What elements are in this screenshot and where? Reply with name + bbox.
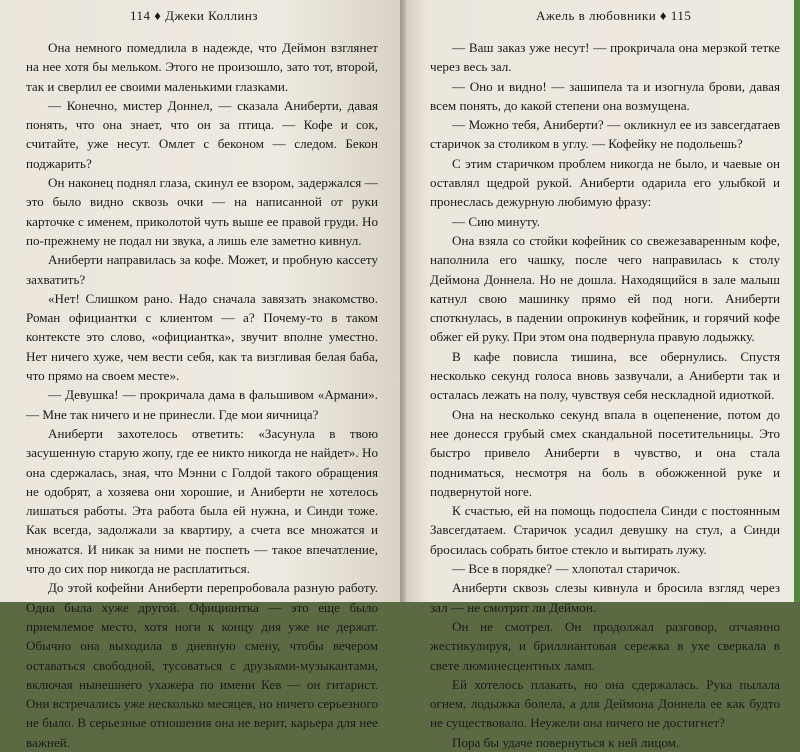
- right-paragraph: Аниберти сквозь слезы кивнула и бросила взгляд через зал — не смотрит ли Деймон.: [430, 580, 780, 615]
- background-edge: [794, 0, 800, 602]
- left-paragraph: — Конечно, мистер Доннел, — сказала Аниберти, давая понять, что она знает, что он за птица. — Кофе и сок, считайте, уже несут. Омлет с беконом — следом. Бекон поджарить?: [26, 97, 378, 171]
- right-paragraph: Пора бы удаче повернуться к ней лицом.: [452, 734, 680, 750]
- left-paragraph: — Девушка! — прокричала дама в фальшивом «Армани». — Мне так ничего и не принесли. Где мои яичница?: [26, 387, 378, 422]
- right-paragraph: — Все в порядке? — хлопотал старичок.: [452, 561, 681, 577]
- right-paragraph: Он не смотрел. Он продолжал разговор, отчаянно жестикулируя, и бриллиантовая сережка в ухе сверкала в свете люминесцентных ламп.: [430, 618, 780, 673]
- right-page-text: [430, 38, 780, 752]
- right-paragraph: Она на несколько секунд впала в оцепенение, потом до нее донесся грубый смех скандальной посетительницы. Это быстро привело Аниберти в чувство, и она стала подниматься, несмотря на боль в обожженной руке и подвернутой ноге.: [430, 406, 780, 499]
- right-paragraph: Ей хотелось плакать, но она сдержалась. Рука пылала огнем, лодыжка болела, а для Деймона Доннела ее как будто не существовало. Неужели она ничего не достигнет?: [430, 676, 780, 731]
- right-paragraph: — Ваш заказ уже несут! — прокричала она мерзкой тетке через весь зал.: [430, 40, 780, 75]
- right-paragraph: В кафе повисла тишина, все обернулись. Спустя несколько секунд голоса вновь зазвучали, а Аниберти так и осталась лежать на полу, чувствуя себя нескладной идиоткой.: [430, 348, 780, 403]
- right-paragraph: — Можно тебя, Аниберти? — окликнул ее из завсегдатаев старичок за столиком в углу. — Кофейку не подольешь?: [430, 117, 780, 152]
- left-paragraph: До этой кофейни Аниберти перепробовала разную работу. Одна была хуже другой. Официантка — это еще было приемлемое место, хотя ноги к концу дня уже не держат. Обычно она выходила в дневную смену, чтобы вечером оставаться свободной, тусоваться с друзьями-музыкантами, включая нынешнего ухажера по имени Кев — он гитарист. Они встречались уже несколько месяцев, но ничего серьезного не было. В серьезные отношения она не верит, карьера для нее важней.: [26, 580, 378, 750]
- left-paragraph: Аниберти захотелось ответить: «Засунула в твою засушенную старую жопу, где ее никто никогда не найдет». Но она сдержалась, зная, что Мэнни с Голдой такого обращения не одобрят, а хозяева они хорошие, и Аниберти не хотелось лишаться работы. Эта работа была ей нужна, и Синди тоже. Как всегда, задолжали за квартиру, а счета все множатся и множатся. И никак за ними не поспеть — такое впечатление, что до сих пор никогда не расплатиться.: [26, 425, 378, 577]
- left-paragraph: Она немного помедлила в надежде, что Деймон взглянет на нее хотя бы мельком. Этого не произошло, зато тот, второй, так и сверлил ее своими маленькими глазками.: [26, 40, 378, 94]
- right-paragraph: — Сию минуту.: [452, 213, 541, 229]
- right-page: [406, 0, 800, 750]
- left-paragraph: «Нет! Слишком рано. Надо сначала завязать знакомство. Роман официантки с клиентом — а? Почему-то в таком контексте это слово, «официантка», звучит вполне уместно. Нет ничего хуже, чем вести себя, как та визгливая белая баба, что прямо на своем месте».: [26, 290, 378, 384]
- right-running-head: Ажель в любовники ♦ 115: [536, 8, 692, 23]
- left-running-head: 114 ♦ Джеки Коллинз: [130, 8, 258, 23]
- left-paragraph: Он наконец поднял глаза, скинул ее взором, задержался — это было видно сквозь очки — на написанной от руки карточке с именем, приколотой чуть выше ее правой груди. Но по-прежнему не подал ни звука, а лишь еле заметно кивнул.: [26, 175, 378, 248]
- left-paragraph: Аниберти направилась за кофе. Может, и пробную кассету захватить?: [26, 252, 378, 287]
- left-page-text: [26, 38, 378, 752]
- right-paragraph: — Оно и видно! — зашипела та и изогнула брови, давая всем понять, до какой степени она возмущена.: [430, 78, 780, 113]
- right-paragraph: Она взяла со стойки кофейник со свежезаваренным кофе, наполнила его чашку, после чего направилась к столу Деймона Доннела. Но не дошла. Находящийся в зале малыш катнул свою машинку прямо ей под ноги. Аниберти споткнулась, в падении опрокинув кофейник, и горячий кофе обжег ей руку. При этом она подвернула правую лодыжку.: [430, 232, 780, 345]
- right-paragraph: С этим старичком проблем никогда не было, и чаевые он оставлял щедрой рукой. Аниберти одарила его улыбкой и пронеслась дежурную любимую фразу:: [430, 155, 780, 210]
- right-paragraph: К счастью, ей на помощь подоспела Синди с постоянным Завсегдатаем. Старичок усадил девушку на стул, а Синди бросилась собрать битое стекло и вытирать лужу.: [430, 503, 780, 557]
